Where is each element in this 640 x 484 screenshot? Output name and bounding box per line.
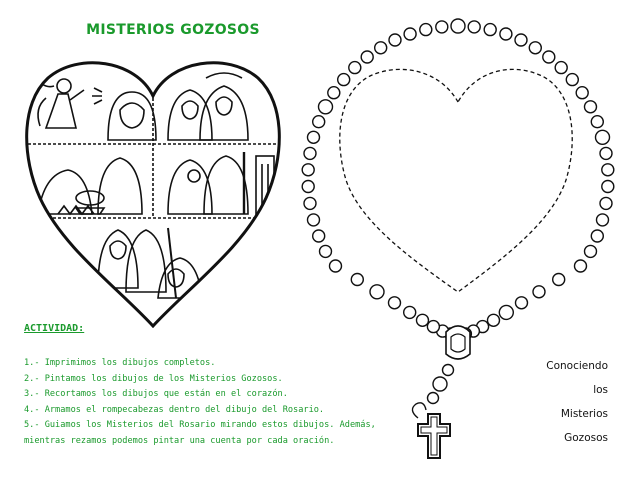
activity-step: 3.- Recortamos los dibujos que están en el corazón.: [24, 389, 288, 399]
rosary-bead: [320, 245, 332, 257]
rosary-bead: [330, 260, 342, 272]
rosary-large-bead: [370, 285, 384, 299]
caption-line-3: Misterios: [560, 408, 608, 420]
rosary-bead: [602, 164, 614, 176]
rosary-bead: [308, 131, 320, 143]
rosary-bead: [555, 62, 567, 74]
rosary-bead: [404, 306, 416, 318]
rosary-bead: [529, 42, 541, 54]
rosary-bead: [420, 24, 432, 36]
rosary-bead: [576, 87, 588, 99]
rosary-bead: [375, 42, 387, 54]
rosary-bead: [308, 214, 320, 226]
rosary-bead: [304, 197, 316, 209]
rosary-bead: [349, 62, 361, 74]
activity-step-continuation: mientras rezamos podemos pintar una cuenta por cada oración.: [24, 435, 335, 446]
rosary-bead: [533, 286, 545, 298]
mysteries-heart: [18, 48, 288, 328]
caption-line-1: Conociendo: [546, 360, 608, 372]
rosary-bead: [600, 197, 612, 209]
rosary-bead: [597, 214, 609, 226]
rosary-large-bead: [499, 305, 513, 319]
rosary-bead: [468, 21, 480, 33]
activity-step: 4.- Armamos el rompecabezas dentro del dibujo del Rosario.: [24, 404, 325, 415]
rosary-bead: [328, 87, 340, 99]
rosary-bead: [351, 274, 363, 286]
activity-heading: ACTIVIDAD:: [24, 323, 85, 334]
page-title: MISTERIOS GOZOSOS: [86, 22, 260, 38]
rosary-large-bead: [319, 100, 333, 114]
rosary-bead: [361, 51, 373, 63]
rosary-bead: [304, 147, 316, 159]
rosary-large-bead: [596, 130, 610, 144]
dashed-heart-outline: [340, 69, 572, 292]
rosary-bead: [389, 297, 401, 309]
rosary-bead: [500, 28, 512, 40]
rosary-bead: [338, 74, 350, 86]
rosary-bead: [436, 21, 448, 33]
rosary-bead: [585, 245, 597, 257]
rosary-bead: [591, 116, 603, 128]
rosary-bead: [602, 181, 614, 193]
activity-step: 1.- Imprimimos los dibujos completos.: [24, 358, 216, 368]
pendant-bead: [443, 365, 454, 376]
rosary-bead: [600, 147, 612, 159]
rosary-bead: [575, 260, 587, 272]
rosary-bead: [516, 297, 528, 309]
rosary-bead: [543, 51, 555, 63]
activity-section: [24, 323, 444, 449]
rosary-bead: [389, 34, 401, 46]
activity-step: 2.- Pintamos los dibujos de los Misterios Gozosos.: [24, 373, 283, 384]
caption-line-4: Gozosos: [564, 432, 608, 444]
rosary-bead: [484, 24, 496, 36]
rosary-bead: [313, 230, 325, 242]
rosary-bead: [553, 274, 565, 286]
rosary-bead: [566, 74, 578, 86]
rosary-bead: [585, 101, 597, 113]
activity-step: 5.- Guiamos los Misterios del Rosario mirando estos dibujos. Además,: [24, 420, 376, 430]
rosary-bead: [404, 28, 416, 40]
caption-line-2: los: [593, 384, 608, 396]
medal-icon: [446, 326, 470, 359]
rosary-bead: [302, 181, 314, 193]
rosary-bead: [488, 314, 500, 326]
rosary-bead: [515, 34, 527, 46]
rosary-bead: [313, 116, 325, 128]
rosary-bead: [302, 164, 314, 176]
rosary-large-bead: [451, 19, 465, 33]
rosary-bead: [591, 230, 603, 242]
